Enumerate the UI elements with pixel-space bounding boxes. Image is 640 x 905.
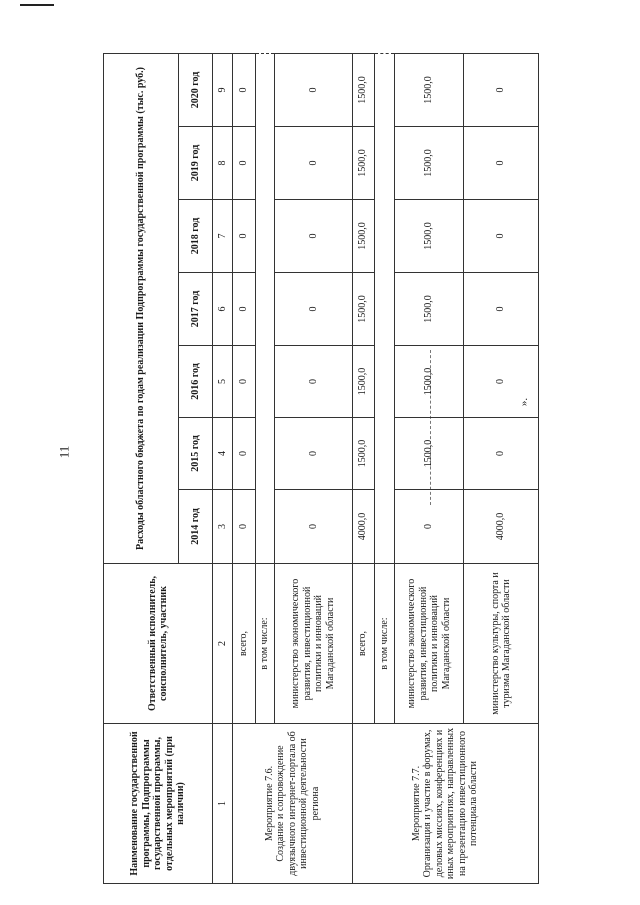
value-cell: 1500,0	[394, 418, 464, 490]
header-row-1	[104, 53, 179, 883]
executor-cell: всего,	[352, 564, 374, 724]
executor-cell: в том числе:	[374, 564, 394, 724]
value-cell: 0	[275, 127, 352, 200]
col-number: 3	[213, 490, 233, 564]
col-number: 4	[213, 418, 233, 490]
value-cell: 1500,0	[352, 200, 374, 273]
value-cell: 0	[233, 53, 255, 126]
year-2020: 2020 год	[178, 53, 213, 126]
col-number: 8	[213, 127, 233, 200]
col-number: 5	[213, 346, 233, 418]
value-cell: 0	[275, 418, 352, 490]
activity-7-6-cell	[233, 724, 352, 884]
value-cell: 0	[464, 200, 539, 273]
value-cell: 0	[275, 200, 352, 273]
year-2016: 2016 год	[178, 346, 213, 418]
value-cell: 0	[233, 273, 255, 346]
value-cell: 1500,0	[394, 346, 464, 418]
value-cell-empty	[255, 53, 275, 563]
value-cell: 0	[464, 418, 539, 490]
value-cell: 4000,0	[352, 490, 374, 564]
closing-quote-mark: ».	[518, 397, 531, 407]
activity-label: Мероприятие 7.7.	[410, 765, 422, 842]
col-number: 7	[213, 200, 233, 273]
executor-cell: министерство экономического развития, инвестиционной политики и инноваций Магаданской области	[275, 564, 352, 724]
executor-cell: всего,	[233, 564, 255, 724]
value-cell: 0	[275, 273, 352, 346]
value-cell: 0	[275, 346, 352, 418]
col-number: 9	[213, 53, 233, 126]
value-cell: 0	[233, 200, 255, 273]
value-cell: 0	[233, 346, 255, 418]
value-cell: 0	[464, 127, 539, 200]
value-cell: 0	[275, 490, 352, 564]
value-cell: 0	[233, 490, 255, 564]
year-2017: 2017 год	[178, 273, 213, 346]
activity-label: Мероприятие 7.6.	[263, 765, 275, 842]
header-executor: Ответственный исполнитель, соисполнитель, участник	[104, 564, 213, 724]
scan-artifact-rule	[20, 4, 54, 6]
value-cell: 0	[233, 127, 255, 200]
column-number-row	[213, 53, 233, 883]
year-2019: 2019 год	[178, 127, 213, 200]
value-cell: 0	[275, 53, 352, 126]
value-cell: 1500,0	[352, 53, 374, 126]
col-number: 2	[213, 564, 233, 724]
activity-7-7-cell	[352, 724, 538, 884]
value-cell: 1500,0	[352, 418, 374, 490]
value-cell: 4000,0	[464, 490, 539, 564]
value-cell: 1500,0	[394, 53, 464, 126]
value-cell: 1500,0	[394, 200, 464, 273]
col-number: 1	[213, 724, 233, 884]
value-cell: 0	[233, 418, 255, 490]
value-cell-empty	[374, 53, 394, 563]
header-expenses-title: Расходы областного бюджета по годам реализации Подпрограммы государственной программы (тыс. руб.)	[104, 53, 179, 563]
page-number: 11	[56, 445, 72, 459]
year-2014: 2014 год	[178, 490, 213, 564]
budget-table-rotated	[103, 54, 539, 884]
header-program-name: Наименование государственной программы, Подпрограммы государственной программы, отдельных мероприятий (при наличии)	[104, 724, 213, 884]
executor-cell: министерство культуры, спорта и туризма Магаданской области	[464, 564, 539, 724]
table-row	[233, 53, 255, 883]
executor-cell: в том числе:	[255, 564, 275, 724]
value-cell: 0	[464, 346, 539, 418]
activity-description: Организация и участие в форумах, деловых миссиях, конференциях и иных мероприятиях, направленных на презентацию инвестиционного потенциала области	[422, 727, 480, 880]
table-row	[352, 53, 374, 883]
value-cell: 0	[464, 273, 539, 346]
value-cell: 1500,0	[394, 127, 464, 200]
col-number: 6	[213, 273, 233, 346]
activity-description: Создание и сопровождение двуязычного интернет-портала об инвестиционной деятельности региона	[275, 731, 321, 876]
value-cell: 0	[464, 53, 539, 126]
budget-table	[103, 53, 539, 884]
value-cell: 0	[394, 490, 464, 564]
value-cell: 1500,0	[394, 273, 464, 346]
value-cell: 1500,0	[352, 273, 374, 346]
year-2015: 2015 год	[178, 418, 213, 490]
executor-cell: министерство экономического развития, инвестиционной политики и инноваций Магаданской области	[394, 564, 464, 724]
value-cell: 1500,0	[352, 346, 374, 418]
value-cell: 1500,0	[352, 127, 374, 200]
year-2018: 2018 год	[178, 200, 213, 273]
